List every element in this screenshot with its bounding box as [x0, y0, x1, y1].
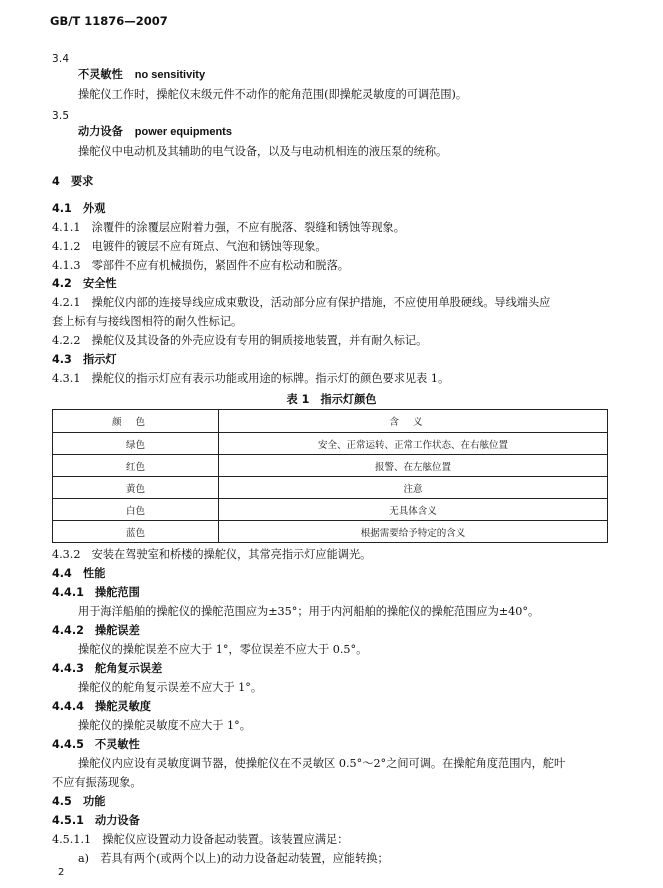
clause-4-4-5-text-line2: 不应有振荡现象。 — [52, 776, 142, 789]
table-row — [53, 433, 608, 455]
term-3-5-en: power equipments — [134, 126, 232, 138]
section-4-1-heading: 4.1 外观 — [52, 202, 106, 215]
definition-3-5: 操舵仪中电动机及其辅助的电气设备，以及与电动机相连的液压泵的统称。 — [78, 145, 448, 158]
table-cell-meaning: 无具体含义 — [219, 499, 608, 521]
table-cell-color: 白色 — [53, 499, 219, 521]
section-4-4-heading: 4.4 性能 — [52, 567, 106, 580]
section-4-5-heading: 4.5 功能 — [52, 795, 106, 808]
clause-4-4-2-text: 操舵仪的操舵误差不应大于 1°，零位误差不应大于 0.5°。 — [78, 643, 368, 656]
section-4-3-heading: 4.3 指示灯 — [52, 353, 117, 366]
section-4-2-heading: 4.2 安全性 — [52, 277, 117, 290]
clause-4-3-2: 4.3.2 安装在驾驶室和桥楼的操舵仪，其常亮指示灯应能调光。 — [52, 548, 372, 561]
term-3-5 — [78, 125, 232, 139]
clause-4-4-1-title: 4.4.1 操舵范围 — [52, 586, 140, 599]
clause-4-4-2-title: 4.4.2 操舵误差 — [52, 624, 140, 637]
list-item-a: a) 若具有两个(或两个以上)的动力设备起动装置，应能转换； — [78, 852, 389, 865]
clause-4-2-1-line2: 套上标有与接线图相符的耐久性标记。 — [52, 315, 243, 328]
clause-4-4-1-text: 用于海洋船舶的操舵仪的操舵范围应为±35°；用于内河船舶的操舵仪的操舵范围应为±40°。 — [78, 605, 540, 618]
clause-4-4-5-text-line1: 操舵仪内应设有灵敏度调节器，使操舵仪在不灵敏区 0.5°～2°之间可调。在操舵角度范围内，舵叶 — [78, 757, 566, 770]
table-row — [53, 499, 608, 521]
clause-4-4-3-text: 操舵仪的舵角复示误差不应大于 1°。 — [78, 681, 263, 694]
clause-4-4-5-title: 4.4.5 不灵敏性 — [52, 738, 140, 751]
standard-header: GB/T 11876—2007 — [50, 14, 168, 28]
clause-4-4-4-text: 操舵仪的操舵灵敏度不应大于 1°。 — [78, 719, 251, 732]
table-cell-meaning: 安全、正常运转、正常工作状态、在右舷位置 — [219, 433, 608, 455]
clause-4-5-1-title: 4.5.1 动力设备 — [52, 814, 140, 827]
table-header-meaning: 含义 — [219, 410, 608, 433]
table-row — [53, 521, 608, 543]
table-row — [53, 477, 608, 499]
clause-4-5-1-1: 4.5.1.1 操舵仪应设置动力设备起动装置。该装置应满足： — [52, 833, 349, 846]
page-number: 2 — [58, 867, 65, 878]
table-header-color: 颜色 — [53, 410, 219, 433]
table-cell-color: 蓝色 — [53, 521, 219, 543]
clause-3-5-number: 3.5 — [52, 110, 70, 122]
clause-4-1-3: 4.1.3 零部件不应有机械损伤，紧固件不应有松动和脱落。 — [52, 259, 349, 272]
clause-4-4-4-title: 4.4.4 操舵灵敏度 — [52, 700, 151, 713]
table-cell-color: 黄色 — [53, 477, 219, 499]
clause-4-4-3-title: 4.4.3 舵角复示误差 — [52, 662, 163, 675]
term-3-4-cn: 不灵敏性 — [78, 68, 123, 81]
table-cell-meaning: 注意 — [219, 477, 608, 499]
clause-4-1-2: 4.1.2 电镀件的镀层不应有斑点、气泡和锈蚀等现象。 — [52, 240, 327, 253]
table-cell-meaning: 根据需要给予特定的含义 — [219, 521, 608, 543]
term-3-5-cn: 动力设备 — [78, 125, 123, 138]
table-row — [53, 455, 608, 477]
clause-4-2-1-line1: 4.2.1 操舵仪内部的连接导线应成束敷设，活动部分应有保护措施，不应使用单股硬线。导线端头应 — [52, 296, 551, 309]
table-header-row — [53, 410, 608, 433]
table-cell-color: 绿色 — [53, 433, 219, 455]
definition-3-4: 操舵仪工作时，操舵仪末级元件不动作的舵角范围(即操舵灵敏度的可调范围)。 — [78, 88, 468, 101]
clause-4-3-1: 4.3.1 操舵仪的指示灯应有表示功能或用途的标牌。指示灯的颜色要求见表 1。 — [52, 372, 450, 385]
table-cell-meaning: 报警、在左舷位置 — [219, 455, 608, 477]
clause-4-1-1: 4.1.1 涂覆件的涂覆层应附着力强，不应有脱落、裂缝和锈蚀等现象。 — [52, 221, 405, 234]
table-cell-color: 红色 — [53, 455, 219, 477]
clause-4-2-2: 4.2.2 操舵仪及其设备的外壳应设有专用的铜质接地装置，并有耐久标记。 — [52, 334, 428, 347]
term-3-4-en: no sensitivity — [134, 69, 206, 81]
term-3-4 — [78, 68, 205, 82]
clause-3-4-number: 3.4 — [52, 53, 70, 65]
section-4-heading: 4 要求 — [52, 175, 94, 188]
indicator-color-table — [52, 409, 608, 543]
table-caption: 表 1 指示灯颜色 — [286, 393, 377, 406]
